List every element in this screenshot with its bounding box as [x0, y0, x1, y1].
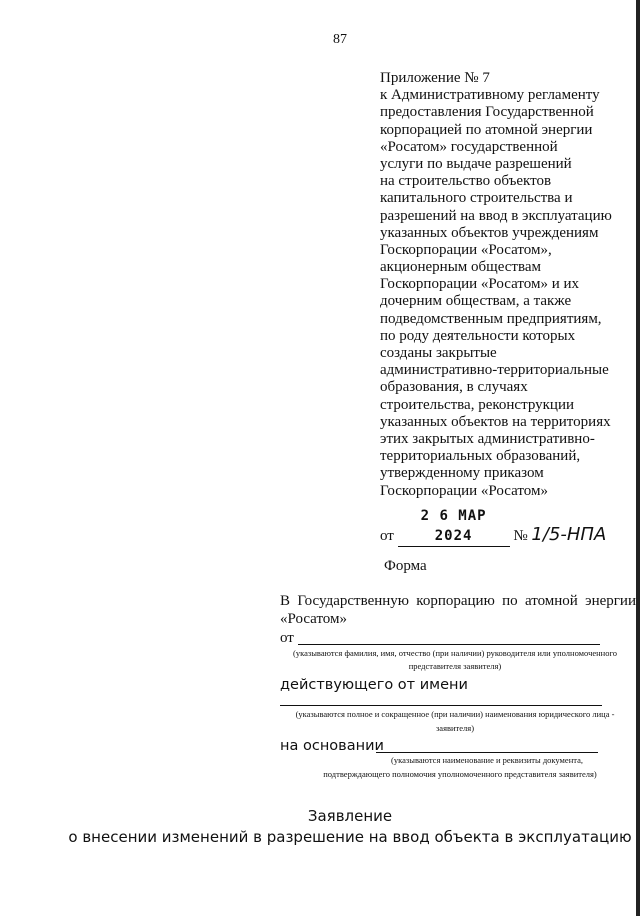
appendix-line: услуги по выдаче разрешений: [380, 155, 572, 172]
basis-label: на основании: [280, 738, 384, 754]
appendix-line: «Росатом» государственной: [380, 138, 558, 155]
appendix-line: разрешений на ввод в эксплуатацию: [380, 207, 612, 224]
from-field[interactable]: [298, 630, 600, 645]
acting-hint-1: (указываются полное и сокращенное (при наличии) наименования юридического лица -: [295, 709, 615, 719]
appendix-line: корпорацией по атомной энергии: [380, 121, 593, 138]
appendix-block: [380, 70, 612, 500]
basis-hint-1: (указываются наименование и реквизиты документа,: [391, 755, 583, 765]
appendix-line: утвержденному приказом: [380, 465, 544, 482]
appendix-line: дочерним обществам, а также: [380, 293, 572, 310]
appendix-line: акционерным обществам: [380, 259, 541, 276]
basis-hint-2: подтверждающего полномочия уполномоченного представителя заявителя): [323, 769, 597, 779]
page-number: 87: [333, 32, 347, 47]
appendix-line: предоставления Государственной: [380, 104, 594, 121]
appendix-line: указанных объектов учреждениям: [380, 224, 599, 241]
from-hint-1: (указываются фамилия, имя, отчество (при наличии) руководителя или уполномоченного: [293, 648, 617, 658]
date-stamp: 2 6 MAP 2024: [398, 506, 510, 547]
appendix-line: по роду деятельности которых: [380, 327, 576, 344]
appendix-line: территориальных образований,: [380, 448, 581, 465]
appendix-line: подведомственным предприятиям,: [380, 310, 602, 327]
appendix-line: строительства, реконструкции: [380, 396, 574, 413]
acting-hint-2: заявителя): [435, 723, 475, 733]
from-hint-2: представителя заявителя): [408, 661, 502, 671]
appendix-line: к Административному регламенту: [380, 87, 600, 104]
appendix-line: капитального строительства и: [380, 190, 573, 207]
scan-edge: [636, 0, 640, 916]
appendix-line: этих закрытых административно-: [380, 430, 595, 447]
date-prefix: от: [380, 528, 394, 544]
appendix-line: Госкорпорации «Росатом»,: [380, 241, 552, 258]
appendix-line: образования, в случаях: [380, 379, 528, 396]
addressee: В Государственную корпорацию по атомной энергии «Росатом»: [280, 593, 636, 627]
order-date-line: [380, 506, 606, 547]
appendix-line: Госкорпорации «Росатом»: [380, 482, 548, 499]
from-label: от: [280, 630, 294, 646]
appendix-line: Приложение № 7: [380, 70, 490, 86]
statement-subtitle: о внесении изменений в разрешение на ввод объекта в эксплуатацию: [68, 828, 632, 846]
appendix-line: созданы закрытые: [380, 345, 497, 361]
basis-field[interactable]: [376, 738, 598, 753]
appendix-line: указанных объектов на территориях: [380, 413, 611, 430]
handwritten-order-number: 1/5-НПА: [531, 524, 607, 545]
appendix-line: Госкорпорации «Росатом» и их: [380, 276, 579, 293]
appendix-line: административно-территориальные: [380, 362, 609, 379]
statement-title: Заявление: [307, 807, 393, 825]
acting-label: действующего от имени: [280, 677, 468, 693]
appendix-line: на строительство объектов: [380, 173, 552, 190]
number-prefix: №: [513, 528, 528, 544]
acting-field[interactable]: [280, 694, 602, 706]
form-label: Форма: [384, 558, 427, 574]
